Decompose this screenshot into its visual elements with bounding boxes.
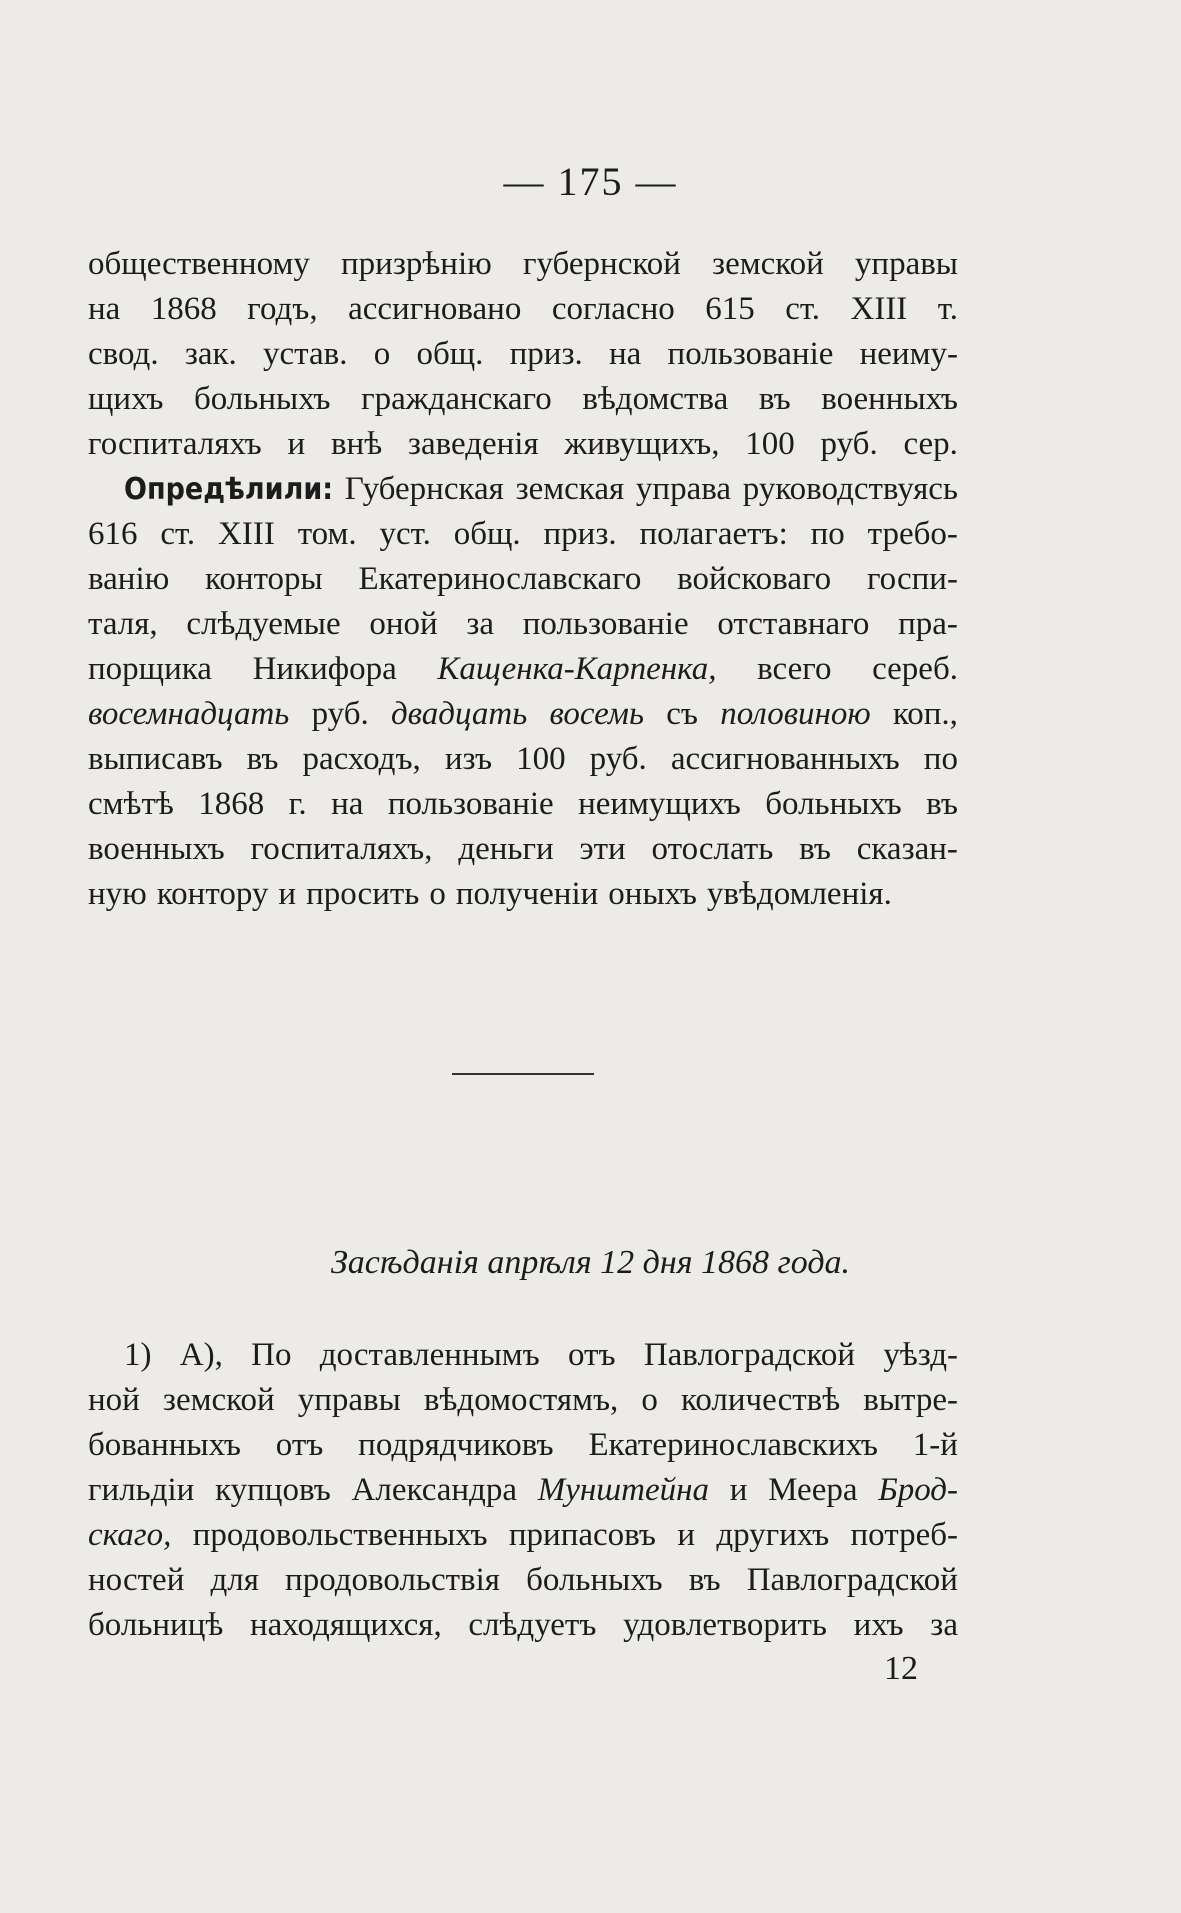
word: по bbox=[810, 516, 845, 552]
word: деньги bbox=[458, 831, 554, 867]
word: по bbox=[923, 741, 958, 777]
word: и bbox=[287, 426, 306, 462]
word: въ bbox=[246, 741, 279, 777]
resolution-label: Опредѣлили: bbox=[124, 472, 334, 507]
word: 100 bbox=[516, 741, 566, 777]
word: слѣдуемые bbox=[186, 606, 341, 642]
word: продовольственныхъ bbox=[192, 1517, 488, 1553]
word: таля, bbox=[88, 606, 158, 642]
word: Александра bbox=[351, 1472, 517, 1508]
word: щихъ bbox=[88, 381, 164, 417]
text-line bbox=[88, 1468, 958, 1513]
word: руб. bbox=[589, 741, 647, 777]
word: просить bbox=[306, 876, 420, 912]
word: о bbox=[373, 336, 391, 372]
section-heading: Засѣданія апрѣля 12 дня 1868 года. bbox=[330, 1244, 851, 1281]
word: ную bbox=[88, 876, 147, 912]
word: восемнадцать bbox=[88, 696, 290, 732]
signature-mark: 12 bbox=[884, 1650, 918, 1687]
word: пользованіе bbox=[522, 606, 689, 642]
word: другихъ bbox=[716, 1517, 830, 1553]
word: Мунштейна bbox=[537, 1472, 709, 1508]
word: свод. bbox=[88, 336, 159, 372]
word: губернской bbox=[522, 246, 681, 282]
text-line bbox=[88, 467, 958, 512]
word: слѣдуетъ bbox=[468, 1607, 597, 1643]
word: вытре- bbox=[863, 1382, 958, 1418]
word: отъ bbox=[275, 1427, 324, 1463]
word: 1) bbox=[124, 1337, 152, 1373]
word: том. bbox=[297, 516, 357, 552]
word: приз. bbox=[509, 336, 583, 372]
word: войсковаго bbox=[677, 561, 832, 597]
word: ассигновано bbox=[348, 291, 522, 327]
text-line bbox=[88, 1423, 958, 1468]
word: 615 bbox=[705, 291, 755, 327]
word: уст. bbox=[379, 516, 431, 552]
word: Меера bbox=[768, 1472, 858, 1508]
word: устав. bbox=[263, 336, 348, 372]
word: половиною bbox=[720, 696, 871, 732]
word: XIII bbox=[850, 291, 908, 327]
word: больницѣ bbox=[88, 1607, 224, 1643]
word: припасовъ bbox=[508, 1517, 656, 1553]
word: 100 bbox=[745, 426, 795, 462]
word: согласно bbox=[551, 291, 675, 327]
word: Екатеринославскаго bbox=[358, 561, 642, 597]
word: о bbox=[641, 1382, 658, 1418]
word: XIII bbox=[218, 516, 275, 552]
word: Кащенка-Карпенка, bbox=[437, 651, 717, 687]
word: находящихся, bbox=[249, 1607, 442, 1643]
word: бованныхъ bbox=[88, 1427, 241, 1463]
text-line bbox=[88, 512, 958, 557]
word: продовольствія bbox=[285, 1562, 500, 1598]
word: въ bbox=[758, 381, 791, 417]
word: о bbox=[429, 876, 446, 912]
text-line bbox=[88, 557, 958, 602]
word: приз. bbox=[543, 516, 617, 552]
word: военныхъ bbox=[821, 381, 958, 417]
word: зак. bbox=[184, 336, 237, 372]
word: вѣдомостямъ, bbox=[423, 1382, 619, 1418]
word: количествѣ bbox=[680, 1382, 841, 1418]
word: и bbox=[677, 1517, 695, 1553]
word: подрядчиковъ bbox=[358, 1427, 554, 1463]
word: ст. bbox=[160, 516, 196, 552]
word: пользованіе bbox=[387, 786, 554, 822]
word: и bbox=[278, 876, 297, 912]
word: неимущихъ bbox=[578, 786, 741, 822]
word: земской bbox=[162, 1382, 275, 1418]
word: выписавъ bbox=[88, 741, 223, 777]
text-line bbox=[88, 332, 958, 377]
word: управа bbox=[635, 471, 732, 507]
text-line bbox=[88, 242, 958, 287]
word: на bbox=[331, 786, 364, 822]
word: призрѣнію bbox=[341, 246, 492, 282]
word: съ bbox=[666, 696, 698, 732]
word: ст. bbox=[785, 291, 821, 327]
word: въ bbox=[926, 786, 958, 822]
paragraph-2 bbox=[88, 467, 958, 917]
word: порщика bbox=[88, 651, 212, 687]
word: сер. bbox=[903, 426, 958, 462]
word: оной bbox=[369, 606, 438, 642]
word: увѣдомленія. bbox=[706, 876, 892, 912]
word: т. bbox=[937, 291, 958, 327]
text-line bbox=[88, 1378, 958, 1423]
word: общественному bbox=[88, 246, 310, 282]
word: управы bbox=[854, 246, 958, 282]
text-line bbox=[88, 782, 958, 827]
text-line bbox=[88, 1558, 958, 1603]
word: на bbox=[88, 291, 121, 327]
word: удовлетворить bbox=[623, 1607, 827, 1643]
page-number: — 175 — bbox=[503, 159, 678, 204]
word: смѣтѣ bbox=[88, 786, 174, 822]
word: купцовъ bbox=[215, 1472, 331, 1508]
word: 1868 bbox=[198, 786, 265, 822]
word: 1868 bbox=[150, 291, 217, 327]
word: отъ bbox=[567, 1337, 616, 1373]
word: сказан- bbox=[856, 831, 958, 867]
word: восемь bbox=[549, 696, 644, 732]
word: ной bbox=[88, 1382, 140, 1418]
word: госпиталяхъ, bbox=[250, 831, 433, 867]
word: Павлоградской bbox=[643, 1337, 856, 1373]
word: неиму- bbox=[859, 336, 958, 372]
text-line bbox=[88, 287, 958, 332]
word: больныхъ bbox=[526, 1562, 663, 1598]
word: А), bbox=[179, 1337, 223, 1373]
word: изъ bbox=[444, 741, 493, 777]
word: требо- bbox=[867, 516, 958, 552]
word: Никифора bbox=[252, 651, 397, 687]
word: госпи- bbox=[866, 561, 958, 597]
word: и bbox=[729, 1472, 748, 1508]
word: для bbox=[210, 1562, 259, 1598]
text-line bbox=[88, 692, 958, 737]
text-line bbox=[88, 827, 958, 872]
word: всего bbox=[757, 651, 832, 687]
text-line bbox=[88, 1603, 958, 1648]
word: руб. bbox=[311, 696, 369, 732]
word: уѣзд- bbox=[883, 1337, 958, 1373]
word: г. bbox=[288, 786, 307, 822]
word: пользованіе bbox=[667, 336, 834, 372]
word: полученіи bbox=[455, 876, 599, 912]
word: ихъ bbox=[853, 1607, 904, 1643]
word: въ bbox=[799, 831, 831, 867]
word: сереб. bbox=[872, 651, 958, 687]
text-line bbox=[88, 602, 958, 647]
word: отослать bbox=[651, 831, 774, 867]
text-line bbox=[88, 647, 958, 692]
word: коп., bbox=[892, 696, 958, 732]
word: больныхъ bbox=[193, 381, 331, 417]
word: внѣ bbox=[330, 426, 383, 462]
word: потреб- bbox=[850, 1517, 958, 1553]
word: гильдіи bbox=[88, 1472, 195, 1508]
word: общ. bbox=[453, 516, 521, 552]
word: управы bbox=[297, 1382, 401, 1418]
word: больныхъ bbox=[765, 786, 902, 822]
paragraph-1 bbox=[88, 242, 958, 467]
word: 1-й bbox=[912, 1427, 958, 1463]
paragraph-3 bbox=[88, 1333, 958, 1648]
word: оныхъ bbox=[608, 876, 697, 912]
word: общ. bbox=[416, 336, 484, 372]
text-line bbox=[88, 422, 958, 467]
word: ностей bbox=[88, 1562, 185, 1598]
text-line bbox=[88, 872, 958, 917]
word: 616 bbox=[88, 516, 138, 552]
word: ванію bbox=[88, 561, 170, 597]
word: Екатеринославскихъ bbox=[588, 1427, 878, 1463]
word: контору bbox=[156, 876, 269, 912]
word: руководствуясь bbox=[742, 471, 958, 507]
text-line bbox=[88, 1513, 958, 1558]
word: эти bbox=[579, 831, 626, 867]
word: гражданскаго bbox=[361, 381, 552, 417]
word: По bbox=[251, 1337, 292, 1373]
word: годъ, bbox=[247, 291, 318, 327]
word: полагаетъ: bbox=[639, 516, 788, 552]
word: земской bbox=[712, 246, 824, 282]
word: Губернская bbox=[344, 471, 504, 507]
word: вѣдомства bbox=[582, 381, 729, 417]
text-line bbox=[88, 1333, 958, 1378]
text-line bbox=[88, 737, 958, 782]
word: госпиталяхъ bbox=[88, 426, 262, 462]
word: Брод- bbox=[878, 1472, 958, 1508]
word: ассигнованныхъ bbox=[670, 741, 900, 777]
text-line bbox=[88, 377, 958, 422]
word: двадцать bbox=[390, 696, 528, 732]
word: заведенія bbox=[407, 426, 539, 462]
section-divider bbox=[452, 1073, 594, 1075]
word: живущихъ, bbox=[564, 426, 720, 462]
word: за bbox=[930, 1607, 958, 1643]
word: земская bbox=[515, 471, 625, 507]
word: на bbox=[608, 336, 642, 372]
word: военныхъ bbox=[88, 831, 225, 867]
word: скаго, bbox=[88, 1517, 172, 1553]
word: расходъ, bbox=[302, 741, 421, 777]
word: пра- bbox=[898, 606, 958, 642]
word: доставленнымъ bbox=[319, 1337, 540, 1373]
word: руб. bbox=[820, 426, 878, 462]
word: конторы bbox=[205, 561, 323, 597]
word: за bbox=[466, 606, 495, 642]
word: въ bbox=[688, 1562, 721, 1598]
word: Павлоградской bbox=[746, 1562, 958, 1598]
word: отставнаго bbox=[717, 606, 870, 642]
